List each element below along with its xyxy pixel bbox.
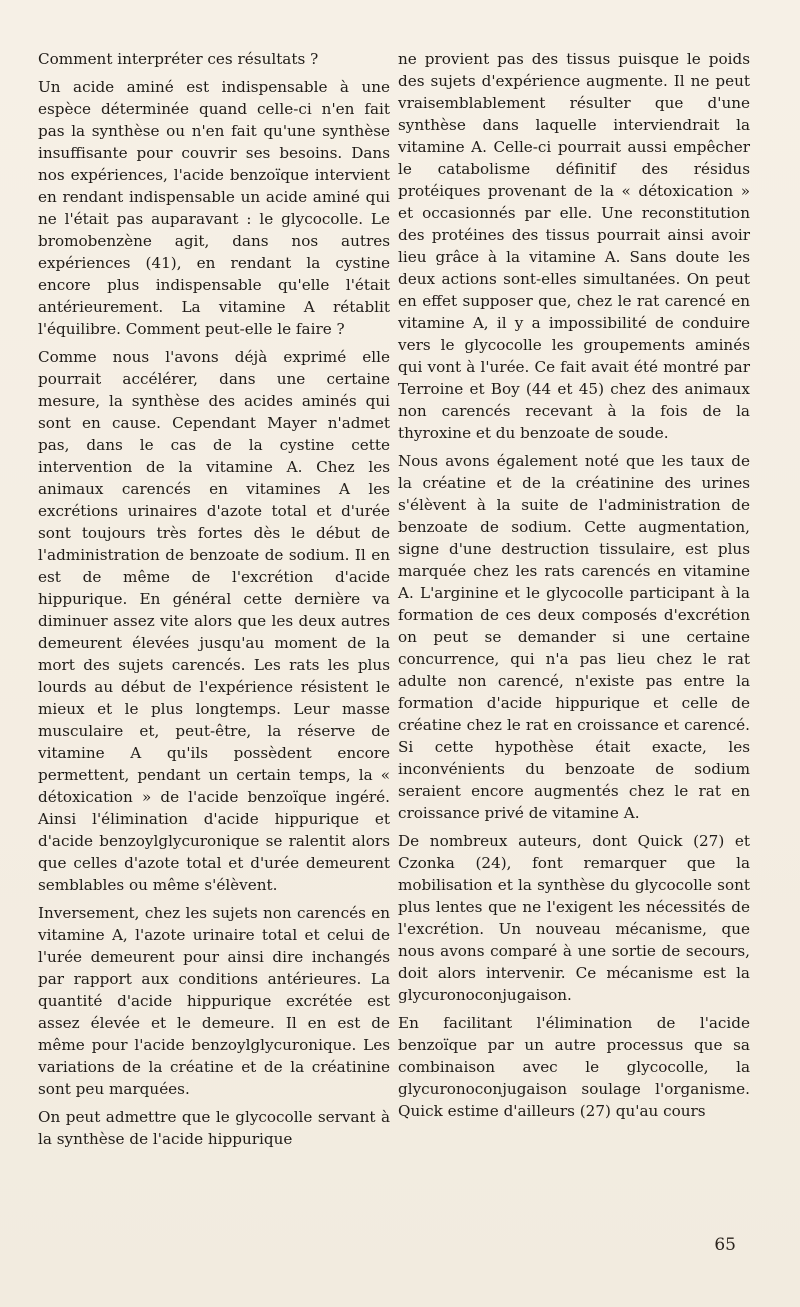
right-column bbox=[398, 48, 750, 1128]
paragraph: ne provient pas des tissus puisque le poids des sujets d'expérience augmente. Il ne peut vraisemblablement résulter que d'une synthèse dans laquelle interviendrait la vitamine A. Celle-ci pourrait aussi empêcher le catabolisme définitif des résidus protéiques provenant de la « détoxication » et occasionnés par elle. Une reconstitution des protéines des tissus pourrait ainsi avoir lieu grâce à la vitamine A. Sans doute les deux actions sont-elles simultanées. On peut en effet supposer que, chez le rat carencé en vitamine A, il y a impossibilité de conduire vers le glycocolle les groupements aminés qui vont à l'urée. Ce fait avait été montré par Terroine et Boy (44 et 45) chez des animaux non carencés recevant à la fois de la thyroxine et du benzoate de soude. bbox=[398, 50, 750, 442]
paragraph: Nous avons également noté que les taux de la créatine et de la créatinine des urines s'élèvent à la suite de l'administration de benzoate de sodium. Cette augmentation, signe d'une destruction tissulaire, est plus marquée chez les rats carencés en vitamine A. L'arginine et le glycocolle participant à la formation de ces deux composés d'excrétion on peut se demander si une certaine concurrence, qui n'a pas lieu chez le rat adulte non carencé, n'existe pas entre la formation d'acide hippurique et celle de créatine chez le rat en croissance et carencé. Si cette hypothèse était exacte, les inconvénients du benzoate de sodium seraient encore augmentés chez le rat en croissance privé de vitamine A. bbox=[398, 452, 750, 822]
paragraph: On peut admettre que le glycocolle servant à la synthèse de l'acide hippurique bbox=[38, 1108, 390, 1148]
paragraph: En facilitant l'élimination de l'acide benzoïque par un autre processus que sa combinaison avec le glycocolle, la glycuronoconjugaison soulage l'organisme. Quick estime d'ailleurs (27) qu'au cours bbox=[398, 1014, 750, 1120]
paragraph: De nombreux auteurs, dont Quick (27) et Czonka (24), font remarquer que la mobilisation et la synthèse du glycocolle sont plus lentes que ne l'exigent les nécessités de l'excrétion. Un nouveau mécanisme, que nous avons comparé à une sortie de secours, doit alors intervenir. Ce mécanisme est la glycuronoconjugaison. bbox=[398, 832, 750, 1004]
left-column bbox=[38, 48, 390, 1156]
page-number: 65 bbox=[714, 1235, 736, 1255]
paragraph: Comme nous l'avons déjà exprimé elle pourrait accélérer, dans une certaine mesure, la synthèse des acides aminés qui sont en cause. Cependant Mayer n'admet pas, dans le cas de la cystine cette intervention de la vitamine A. Chez les animaux carencés en vitamines A les excrétions urinaires d'azote total et d'urée sont toujours très fortes dès le début de l'administration de benzoate de sodium. Il en est de même de l'excrétion d'acide hippurique. En général cette dernière va diminuer assez vite alors que les deux autres demeurent élevées jusqu'au moment de la mort des sujets carencés. Les rats les plus lourds au début de l'expérience résistent le mieux et le plus longtemps. Leur masse musculaire et, peut-être, la réserve de vitamine A qu'ils possèdent encore permettent, pendant un certain temps, la « détoxication » de l'acide benzoïque ingéré. Ainsi l'élimination d'acide hippurique et d'acide benzoylglycuronique se ralentit alors que celles d'azote total et d'urée demeurent semblables ou même s'élèvent. bbox=[38, 348, 390, 894]
paragraph: Un acide aminé est indispensable à une espèce déterminée quand celle-ci n'en fait pas la synthèse ou n'en fait qu'une synthèse insuffisante pour couvrir ses besoins. Dans nos expériences, l'acide benzoïque intervient en rendant indispensable un acide aminé qui ne l'était pas auparavant : le glycocolle. Le bromobenzène agit, dans nos autres expériences (41), en rendant la cystine encore plus indispensable qu'elle l'était antérieurement. La vitamine A rétablit l'équilibre. Comment peut-elle le faire ? bbox=[38, 78, 390, 338]
paragraph: Inversement, chez les sujets non carencés en vitamine A, l'azote urinaire total et celui de l'urée demeurent pour ainsi dire inchangés par rapport aux conditions antérieures. La quantité d'acide hippurique excrétée est assez élevée et le demeure. Il en est de même pour l'acide benzoylglycuronique. Les variations de la créatine et de la créatinine sont peu marquées. bbox=[38, 904, 390, 1098]
paragraph: Comment interpréter ces résultats ? bbox=[38, 50, 319, 68]
